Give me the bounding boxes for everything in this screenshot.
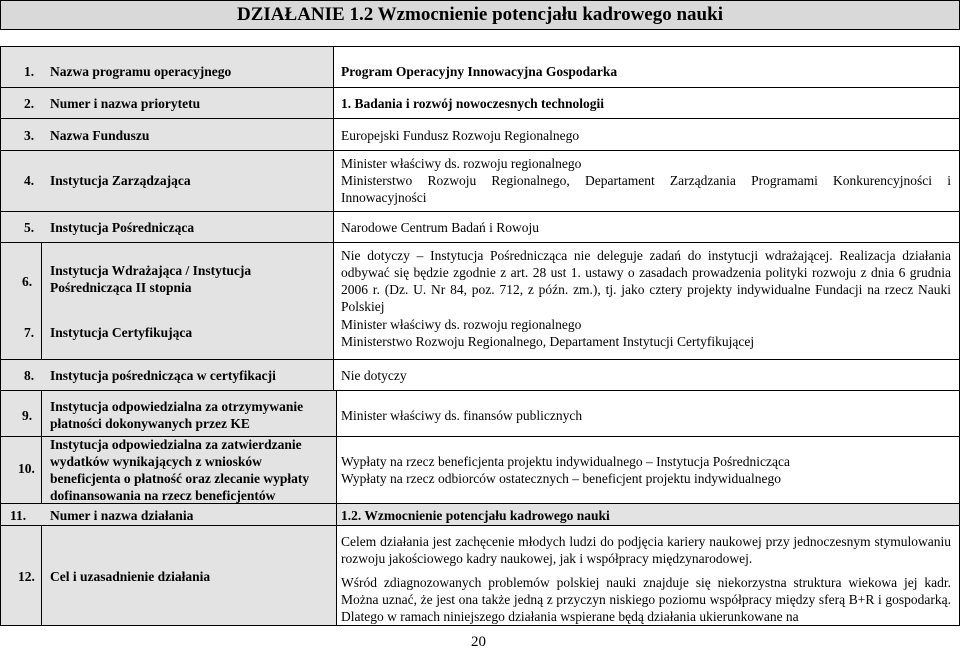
row-divider — [0, 46, 960, 47]
row-number: 7. — [24, 325, 35, 340]
row-divider — [0, 359, 960, 360]
row-number: 4. — [24, 173, 35, 188]
row-value-line2: Wypłaty na rzecz odbiorców ostatecznych – beneficjent projektu indywidualnego — [341, 471, 782, 486]
number-divider — [41, 390, 42, 503]
row-value-line1: Minister właściwy ds. rozwoju regionalnego — [341, 156, 582, 171]
row-value-line2: Ministerstwo Rozwoju Regionalnego, Departament Zarządzania Programami Konkurencyjności i Innowacyjności — [341, 173, 951, 205]
row-number: 6. — [22, 274, 33, 289]
row-divider — [0, 525, 960, 526]
row-label: Instytucja Wdrażająca / Instytucja Pośrednicząca II stopnia — [50, 263, 252, 295]
table-left-border — [0, 46, 1, 625]
row-divider — [0, 118, 960, 119]
row-label: Instytucja odpowiedzialna za otrzymywanie płatności dokonywanych przez KE — [50, 399, 304, 431]
column-divider — [333, 46, 334, 390]
row-label: Nazwa programu operacyjnego — [50, 64, 232, 79]
row-number: 9. — [22, 408, 33, 423]
row-number: 2. — [24, 96, 35, 111]
row-label: Instytucja Certyfikująca — [50, 325, 193, 340]
number-divider — [41, 242, 42, 359]
row-label: Numer i nazwa działania — [50, 508, 194, 523]
row-value: Program Operacyjny Innowacyjna Gospodarka — [341, 64, 618, 79]
number-divider — [41, 525, 42, 625]
row-value-line2: Ministerstwo Rozwoju Regionalnego, Departament Instytucji Certyfikującej — [341, 334, 755, 349]
row-number: 8. — [24, 368, 35, 383]
row-divider — [0, 625, 960, 626]
row-value: Narodowe Centrum Badań i Rowoju — [341, 220, 539, 235]
row-divider — [0, 87, 960, 88]
row-label: Numer i nazwa priorytetu — [50, 96, 201, 111]
row-label: Cel i uzasadnienie działania — [50, 569, 211, 584]
row-number: 10. — [18, 461, 35, 476]
row-value: Nie dotyczy – Instytucja Pośrednicząca nie deleguje zadań do instytucji wdrażającej. Realizacja działania odbywać się będzie zgodnie z art. 28 ust 1. ustawy o zasadach prowadzenia polityki rozwoju z dnia 6 grudnia 2006 r. (Dz. U. Nr 84, poz. 712, z późn. zm.), tj. jako cztery projekty indywidualne Fundacji na rzecz Nauki Polskiej — [341, 248, 951, 314]
row-value-paragraph: Celem działania jest zachęcenie młodych ludzi do podjęcia kariery naukowej przy jednoczesnym stymulowaniu rozwoju jakościowego kadry naukowej, jak i współpracy międzynarodowej. — [341, 534, 951, 566]
row-label: Instytucja Pośrednicząca — [50, 220, 195, 235]
row-number: 12. — [18, 569, 35, 584]
row-label: Instytucja pośrednicząca w certyfikacji — [50, 368, 276, 383]
row-value-line1: Wypłaty na rzecz beneficjenta projektu indywidualnego – Instytucja Pośrednicząca — [341, 454, 791, 469]
column-divider — [336, 390, 337, 625]
row-value: 1. Badania i rozwój nowoczesnych technologii — [341, 96, 604, 111]
row-divider — [0, 211, 960, 212]
row-value: Minister właściwy ds. finansów publicznych — [341, 408, 583, 423]
row-label: Nazwa Funduszu — [50, 128, 150, 143]
row-divider — [0, 242, 960, 243]
row-label: Instytucja Zarządzająca — [50, 173, 191, 188]
row-label: Instytucja odpowiedzialna za zatwierdzanie wydatków wynikających z wniosków beneficjenta o płatność oraz zlecanie wypłaty dofinansowania na rzecz beneficjentów — [50, 437, 310, 503]
row-number: 1. — [24, 64, 35, 79]
row-divider — [0, 150, 960, 151]
document-title: DZIAŁANIE 1.2 Wzmocnienie potencjału kadrowego nauki — [0, 0, 960, 30]
row-value-line1: Minister właściwy ds. rozwoju regionalnego — [341, 317, 582, 332]
row-number: 11. — [10, 508, 27, 523]
row-number: 5. — [24, 220, 35, 235]
row-value-paragraph: Wśród zdiagnozowanych problemów polskiej nauki znajduje się niekorzystna struktura wiekowa jej kadr. Można uznać, że jest ona także jedną z przyczyn niskiego poziomu współpracy między sferą B+R i gospodarką. Dlatego w ramach niniejszego działania wspierane będą działania ukierunkowane na — [341, 575, 951, 624]
page-number: 20 — [471, 634, 486, 650]
row-number: 3. — [24, 128, 35, 143]
row-value: Europejski Fundusz Rozwoju Regionalnego — [341, 128, 580, 143]
row-value: Nie dotyczy — [341, 368, 407, 383]
row-divider — [0, 390, 960, 391]
row-value: 1.2. Wzmocnienie potencjału kadrowego nauki — [341, 508, 610, 523]
